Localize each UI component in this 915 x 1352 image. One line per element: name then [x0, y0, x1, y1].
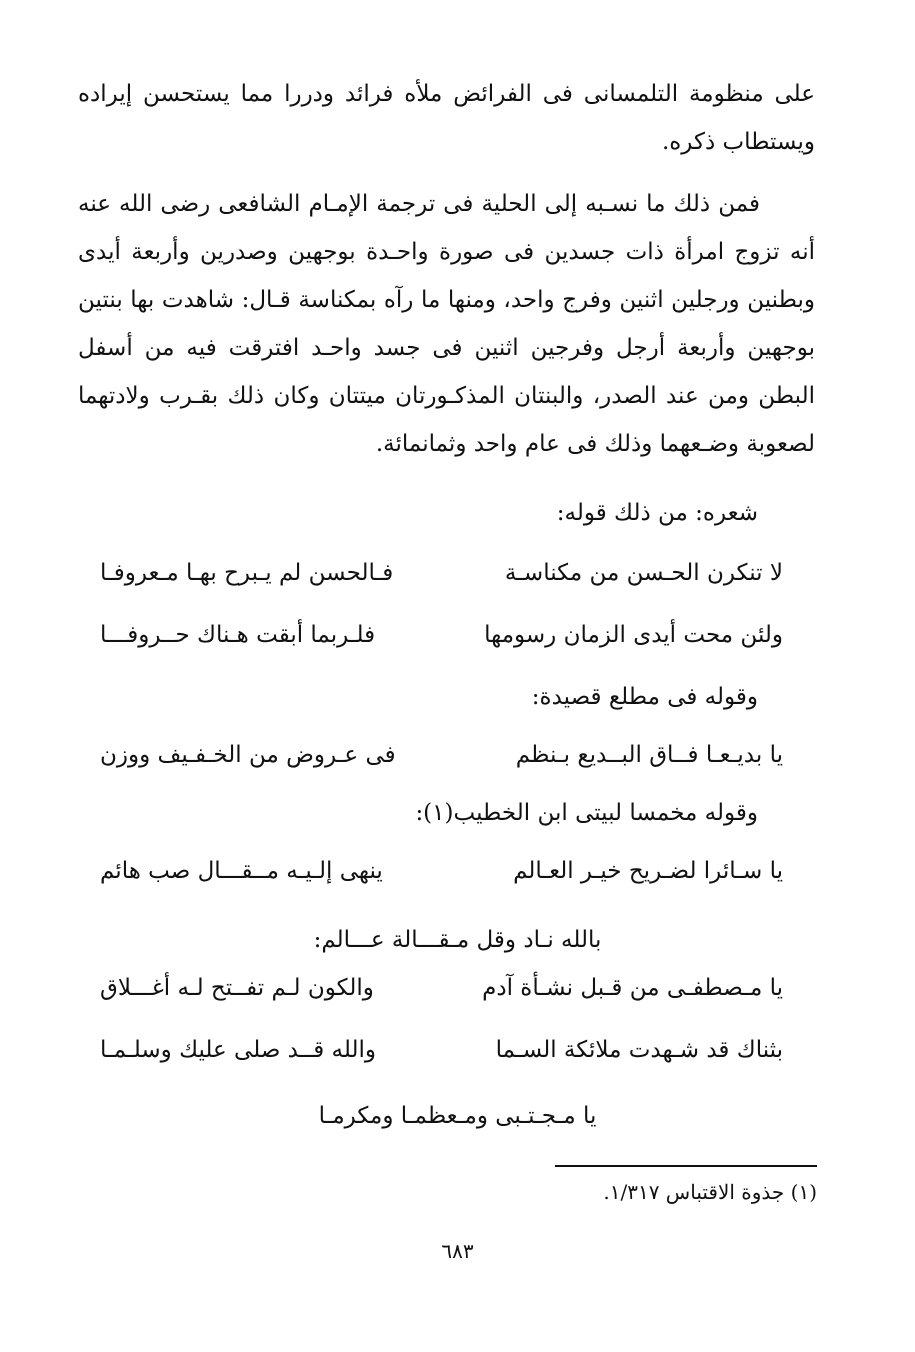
footnote-divider	[555, 1165, 817, 1167]
verse-line	[100, 1030, 783, 1070]
verse-first-hemistich: ولئن محت أيدى الزمان رسومها	[484, 622, 783, 648]
verse-second-hemistich: والكون لـم تفــتح لـه أغـــلاق	[100, 975, 374, 1001]
verse-first-hemistich: يا بديـعـا فــاق البــديع بـنظم	[515, 742, 783, 768]
verse-line	[100, 968, 783, 1008]
verse-first-hemistich: يا سـائرا لضـريح خيـر العـالم	[513, 858, 783, 884]
poetry-intro: شعره: من ذلك قوله:	[556, 500, 758, 526]
verse-second-hemistich: فـالحسن لم يـبرح بهـا مـعروفـا	[100, 560, 394, 586]
verse-line	[100, 735, 783, 775]
centered-verse: بالله نـاد وقل مـقـــالة عـــالم:	[313, 927, 602, 953]
verse-second-hemistich: فلـربما أبقت هـناك حــروفـــا	[100, 622, 376, 648]
verse-second-hemistich: والله قــد صلى عليك وسلـمـا	[100, 1037, 376, 1063]
footnote: (١) جذوة الاقتباس ١/٣١٧.	[603, 1180, 817, 1204]
verse-second-hemistich: فى عـروض من الخـفـيف ووزن	[100, 742, 396, 768]
paragraph-intro: على منظومة التلمسانى فى الفرائض ملأه فرائد ودررا مما يستحسن إيراده ويستطاب ذكره.	[78, 81, 815, 155]
verse-second-hemistich: ينهى إلـيـه مــقـــال صب هائم	[100, 858, 383, 884]
centered-verse: يا مـجـتـبى ومـعظمـا ومكرمـا	[318, 1103, 597, 1129]
verse-line	[100, 615, 783, 655]
paragraph-conjoined-twins: فمن ذلك ما نسـبه إلى الحلية فى ترجمة الإمـام الشافعى رضى الله عنه أنه تزوج امرأة ذات جسدين فى صورة واحـدة بوجهين وصدرين وأربعة أيدى وبطنين ورجلين اثنين وفرج واحد، ومنها ما رآه بمكناسة قـال: شاهدت بها بنتين بوجهين وأربعة أرجل وفرجين اثنين فى جسد واحـد افترقت فيه من أسفل البطن ومن عند الصدر، والبنتان المذكـورتان ميتتان وكان ذلك بقـرب ولادتهما لصعوبة وضـعهما وذلك فى عام واحد وثمانمائة.	[78, 191, 815, 457]
page-number: ٦٨٣	[441, 1239, 474, 1263]
poetry-intro: وقوله مخمسا لبيتى ابن الخطيب(١):	[415, 800, 758, 826]
verse-first-hemistich: بثناك قد شـهدت ملائكة السـما	[495, 1037, 783, 1063]
verse-line	[100, 851, 783, 891]
verse-line	[100, 553, 783, 593]
verse-first-hemistich: لا تنكرن الحـسن من مكناسـة	[504, 560, 783, 586]
verse-first-hemistich: يا مـصطفـى من قـبل نشـأة آدم	[482, 975, 783, 1001]
poetry-intro: وقوله فى مطلع قصيدة:	[531, 684, 758, 710]
